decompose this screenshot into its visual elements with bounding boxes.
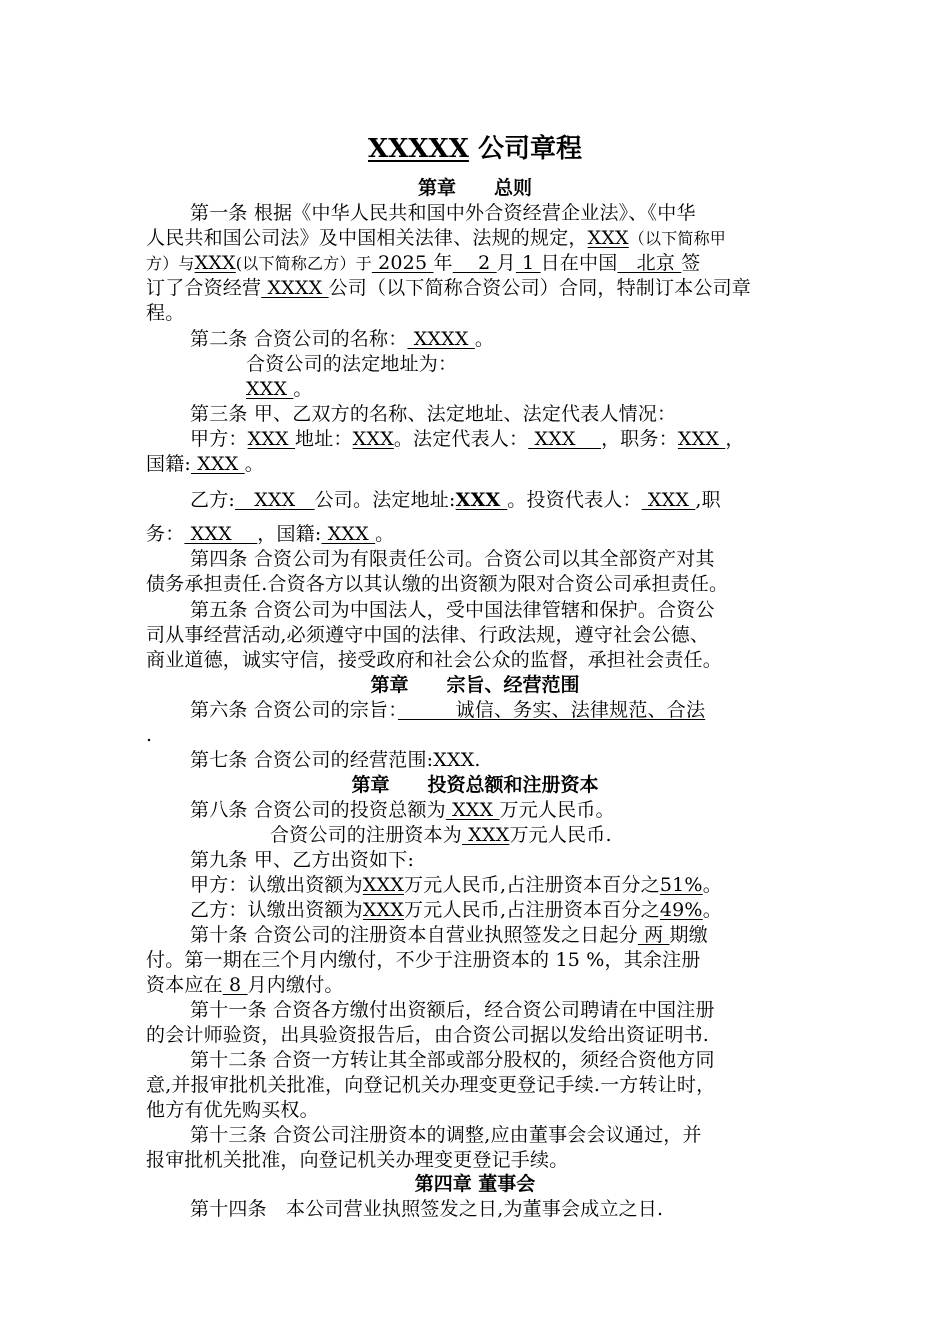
text: 日在中国 (540, 252, 618, 274)
article-4-line-2: 债务承担责任.合资各方以其认缴的出资额为限对合资公司承担责任。 (146, 573, 729, 595)
text: 万元人民币. (509, 824, 612, 846)
sign-month: 2 (452, 252, 497, 274)
registered-capital-value: XXX (462, 824, 510, 846)
chapter-heading-1: 第章 总则 (417, 177, 532, 199)
text: 第六条 合资公司的宗旨： (190, 699, 398, 721)
text: 第十条 合资公司的注册资本自营业执照签发之日起分 (190, 924, 638, 946)
article-9-party-a (190, 873, 722, 897)
text: 。法定代表人： (393, 428, 529, 450)
sign-city: 北京 (617, 252, 682, 274)
text: 。 (244, 453, 264, 475)
article-12-line-2: 意,并报审批机关批准，向登记机关办理变更登记手续.一方转让时， (146, 1074, 716, 1096)
article-3-line-1: 第三条 甲、乙双方的名称、法定地址、法定代表人情况： (190, 403, 677, 425)
article-1-line-4 (146, 276, 751, 300)
party-b-name: XXX (194, 252, 236, 274)
text: 甲方：认缴出资额为 (190, 874, 363, 896)
article-11-line-1: 第十一条 合资各方缴付出资额后，经合资公司聘请在中国注册 (190, 999, 715, 1021)
party-b-representative: XXX (641, 489, 696, 511)
article-1-line-1: 第一条 根据《中华人民共和国中外合资经营企业法》、《中华 (190, 202, 696, 224)
article-2-line-1 (190, 327, 494, 351)
text: 万元人民币。 (499, 799, 615, 821)
text: 第二条 合资公司的名称： (190, 328, 408, 350)
title-company-placeholder: XXXXX (368, 134, 469, 164)
party-a-representative: XXX (528, 428, 602, 450)
party-b-position: XXX (184, 523, 258, 545)
jv-company-name: XXXX (261, 277, 329, 299)
text: 国籍: (146, 453, 192, 475)
text: 万元人民币,占注册资本百分之 (404, 899, 660, 921)
article-1-line-3 (146, 251, 701, 276)
text: 合资公司的注册资本为 (270, 824, 463, 846)
text: 公司。法定地址: (314, 489, 456, 511)
installments-value: 两 (637, 924, 670, 946)
purpose-value: 诚信、务实、法律规范、合法 (397, 699, 706, 721)
article-3-party-a (190, 427, 745, 451)
article-8-line-1 (190, 798, 615, 822)
text: 务： (146, 523, 185, 545)
sign-year: 2025 (371, 252, 434, 274)
chapter-heading-2: 第章 宗旨、经营范围 (370, 674, 580, 696)
text: 甲方： (190, 428, 248, 450)
text: 资本应在 (146, 974, 223, 996)
text: 乙方：认缴出资额为 (190, 899, 363, 921)
text: ，国籍: (257, 523, 322, 545)
text: 乙方: (190, 489, 236, 511)
text: ,职 (695, 489, 721, 511)
text: （以下简称甲 (628, 229, 726, 248)
text: 方）与 (146, 254, 195, 273)
text: 月内缴付。 (247, 974, 344, 996)
document-title (0, 132, 950, 166)
text: 月 (496, 252, 516, 274)
article-10-line-3 (146, 973, 344, 997)
title-text: 公司章程 (468, 134, 582, 164)
text: ， (725, 428, 745, 450)
sign-day: 1 (515, 252, 541, 274)
article-3-party-b (190, 488, 721, 512)
party-a-name: XXX (587, 227, 629, 249)
party-b-capital: XXX (362, 899, 404, 921)
article-13-line-2: 报审批机关批准，向登记机关办理变更登记手续。 (146, 1149, 569, 1171)
text: 期缴 (669, 924, 708, 946)
text: 签 (681, 252, 701, 274)
text: 年 (433, 252, 453, 274)
text: 。 (702, 899, 722, 921)
total-investment-value: XXX (445, 799, 500, 821)
article-9-party-b (190, 898, 722, 922)
article-10-line-2: 付。第一期在三个月内缴付，不少于注册资本的 15 %，其余注册 (146, 949, 701, 971)
chapter-heading-3: 第章 投资总额和注册资本 (351, 774, 599, 796)
text: 公司（以下简称合资公司）合同，特制订本公司章 (328, 277, 751, 299)
article-12-line-1: 第十二条 合资一方转让其全部或部分股权的，须经合资他方同 (190, 1049, 715, 1071)
party-a-address: XXX (352, 428, 394, 450)
article-2-line-2: 合资公司的法定地址为： (246, 353, 458, 375)
party-b-percent: 49% (659, 899, 703, 921)
party-b-address: XXX (455, 489, 508, 511)
text: 地址： (295, 428, 353, 450)
article-5-line-1: 第五条 合资公司为中国法人，受中国法律管辖和保护。合资公 (190, 599, 715, 621)
article-9-line-1: 第九条 甲、乙方出资如下: (190, 849, 415, 871)
article-6-line-2: . (146, 724, 153, 746)
text: (以下简称乙方）于 (235, 254, 372, 273)
party-b-nationality: XXX (321, 523, 376, 545)
article-12-line-3: 他方有优先购买权。 (146, 1099, 319, 1121)
article-8-line-2 (270, 823, 612, 847)
text: 。 (474, 328, 495, 350)
party-a-nationality: XXX (191, 453, 245, 475)
legal-address-value: XXX (246, 378, 294, 400)
remaining-months-value: 8 (222, 974, 248, 996)
article-1-line-5: 程。 (146, 302, 185, 324)
text: 万元人民币,占注册资本百分之 (404, 874, 660, 896)
article-3-party-b-position (146, 522, 394, 546)
article-5-line-3: 商业道德，诚实守信，接受政府和社会公众的监督，承担社会责任。 (146, 649, 723, 671)
party-a-percent: 51% (659, 874, 703, 896)
text: ，职务： (601, 428, 678, 450)
text: 。 (702, 874, 722, 896)
article-5-line-2: 司从事经营活动,必须遵守中国的法律、行政法规，遵守社会公德、 (146, 624, 710, 646)
text: 订了合资经营 (146, 277, 262, 299)
text: 第八条 合资公司的投资总额为 (190, 799, 446, 821)
text: 。投资代表人： (507, 489, 642, 511)
article-10-line-1 (190, 923, 708, 947)
chapter-heading-4: 第四章 董事会 (414, 1173, 536, 1195)
company-name-value: XXXX (407, 328, 475, 350)
article-3-party-a-nationality (146, 452, 264, 476)
article-4-line-1: 第四条 合资公司为有限责任公司。合资公司以其全部资产对其 (190, 548, 715, 570)
text: 。 (375, 523, 395, 545)
article-14: 第十四条 本公司营业执照签发之日,为董事会成立之日. (190, 1198, 664, 1220)
article-7: 第七条 合资公司的经营范围:XXX. (190, 749, 481, 771)
text: 。 (293, 378, 313, 400)
text: 人民共和国公司法》及中国相关法律、法规的规定， (146, 227, 588, 249)
article-1-line-2 (146, 226, 726, 251)
article-2-line-3 (246, 377, 313, 401)
party-a-capital: XXX (362, 874, 404, 896)
article-11-line-2: 的会计师验资，出具验资报告后，由合资公司据以发给出资证明书. (146, 1024, 710, 1046)
article-6-line-1 (190, 698, 705, 722)
party-b-value: XXX (235, 489, 315, 511)
party-a-value: XXX (247, 428, 296, 450)
article-13-line-1: 第十三条 合资公司注册资本的调整,应由董事会会议通过，并 (190, 1124, 702, 1146)
party-a-position: XXX (677, 428, 726, 450)
